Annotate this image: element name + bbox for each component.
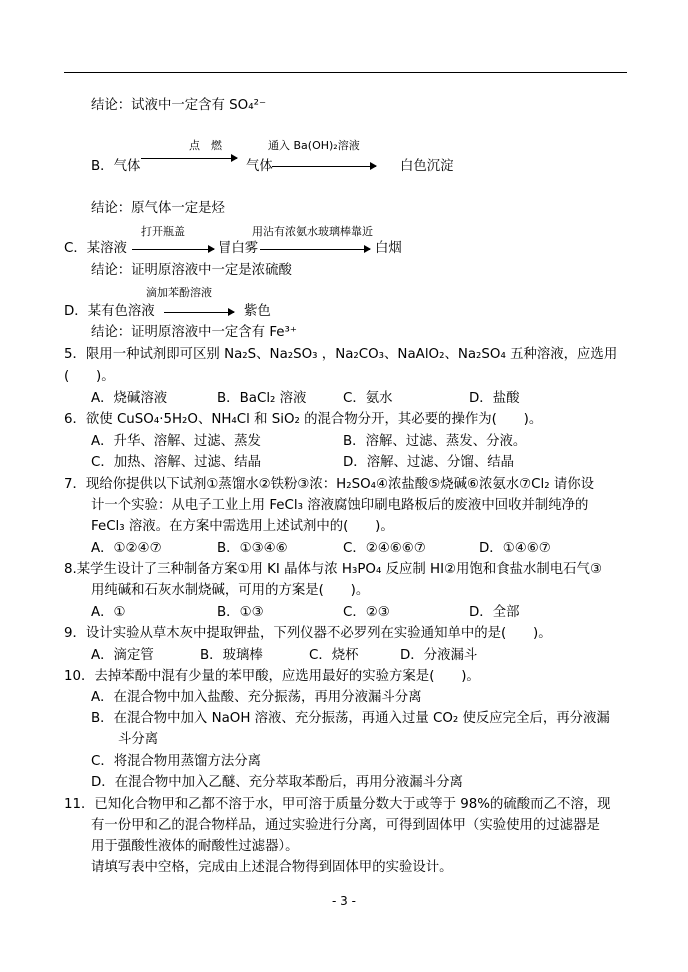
question-5: 5．限用一种试剂即可区别 Na₂S、Na₂SO₃ ，Na₂CO₃、NaAlO₂、Na₂SO₄ 五种溶液，应选用: [64, 347, 618, 362]
option: A．①②④⑦: [91, 541, 162, 556]
option: D．在混合物中加入乙醚、充分萃取苯酚后，再用分液漏斗分离: [91, 775, 463, 790]
option: A．在混合物中加入盐酸、充分振荡，再用分液漏斗分离: [91, 690, 422, 705]
option: A．升华、溶解、过滤、蒸发: [91, 434, 261, 449]
option: A．滴定管: [91, 648, 154, 663]
reaction-arrow: [132, 249, 214, 250]
question-8-cont: 用纯碱和石灰水制烧碱，可用的方案是( )。: [91, 583, 370, 598]
option: C．将混合物用蒸馏方法分离: [91, 754, 262, 769]
conclusion-c: 结论：证明原溶液中一定是浓硫酸: [91, 263, 292, 278]
question-5-blank: ( )。: [64, 369, 115, 384]
question-7-cont: FeCl₃ 溶液。在方案中需选用上述试剂中的( )。: [91, 519, 394, 534]
option: B．在混合物中加入 NaOH 溶液、充分振荡，再通入过量 CO₂ 使反应完全后，再分液漏: [91, 711, 610, 726]
option: B．①③: [217, 605, 264, 620]
option: C．氨水: [343, 391, 393, 406]
question-11: 11．已知化合物甲和乙都不溶于水，甲可溶于质量分数大于或等于 98%的硫酸而乙不溶，现: [64, 797, 611, 812]
option: C．②④⑥⑥⑦: [343, 541, 426, 556]
option-b-end: 白色沉淀: [400, 159, 454, 174]
reaction-arrow: [164, 312, 234, 313]
option: A．①: [91, 605, 126, 620]
question-11-cont: 用于强酸性液体的耐酸性过滤器）。: [91, 839, 299, 854]
conclusion-b: 结论：原气体一定是烃: [91, 201, 225, 216]
page-number: - 3 -: [332, 894, 356, 908]
option: D．溶解、过滤、分馏、结晶: [343, 455, 514, 470]
option: D．盐酸: [469, 391, 520, 406]
question-11-cont: 有一份甲和乙的混合物样品，通过实验进行分离，可得到固体甲（实验使用的过滤器是: [91, 818, 600, 833]
option: D．全部: [469, 605, 520, 620]
question-7: 7．现给你提供以下试剂①蒸馏水②铁粉③浓：H₂SO₄④浓盐酸⑤烧碱⑥浓氨水⑦Cl₂ 请你设: [64, 477, 595, 492]
option: D．分液漏斗: [400, 648, 478, 663]
arrow-label-ignite: 点 燃: [189, 139, 222, 152]
option-c-end: 白烟: [375, 241, 402, 256]
option: C．②③: [343, 605, 390, 620]
option-b: B．气体: [91, 159, 141, 174]
option: B．溶解、过滤、蒸发、分液。: [343, 434, 527, 449]
question-9: 9．设计实验从草木灰中提取钾盐，下列仪器不必罗列在实验通知单中的是( )。: [64, 626, 552, 641]
question-8: 8.某学生设计了三种制备方案①用 KI 晶体与浓 H₃PO₄ 反应制 HI②用饱和食盐水制电石气③: [64, 562, 602, 577]
option: B．BaCl₂ 溶液: [217, 391, 307, 406]
question-11-cont: 请填写表中空格，完成由上述混合物得到固体甲的实验设计。: [91, 860, 453, 875]
option: C．加热、溶解、过滤、结晶: [91, 455, 262, 470]
reaction-arrow: [260, 249, 370, 250]
option-c: C．某溶液: [64, 241, 127, 256]
conclusion-a: 结论：试液中一定含有 SO₄²⁻: [91, 98, 267, 113]
arrow-label-ammonia: 用沾有浓氨水玻璃棒靠近: [252, 225, 373, 238]
option: D．①④⑥⑦: [479, 541, 551, 556]
option-cont: 斗分离: [118, 732, 159, 747]
reaction-arrow: [141, 158, 237, 159]
question-7-cont: 计一个实验：从电子工业上用 FeCl₃ 溶液腐蚀印刷电路板后的废液中回收并制纯净的: [91, 498, 589, 513]
option-d-end: 紫色: [244, 304, 271, 319]
arrow-label-baoh2: 通入 Ba(OH)₂溶液: [268, 139, 360, 152]
reaction-arrow: [272, 166, 376, 167]
option: C．烧杯: [309, 648, 359, 663]
option: B．①③④⑥: [217, 541, 288, 556]
option-b-mid: 气体: [246, 159, 273, 174]
option-c-mid: 冒白雾: [218, 241, 259, 256]
option-d: D．某有色溶液: [64, 304, 155, 319]
arrow-label-phenol: 滴加苯酚溶液: [146, 286, 212, 299]
option: A．烧碱溶液: [91, 391, 168, 406]
option: B．玻璃棒: [200, 648, 263, 663]
question-10: 10．去掉苯酚中混有少量的苯甲酸，应选用最好的实验方案是( )。: [64, 669, 480, 684]
question-6: 6．欲使 CuSO₄·5H₂O、NH₄Cl 和 SiO₂ 的混合物分开，其必要的操作为( )。: [64, 412, 543, 427]
conclusion-d: 结论：证明原溶液中一定含有 Fe³⁺: [91, 325, 297, 340]
arrow-label-open: 打开瓶盖: [141, 225, 185, 238]
header-rule: [64, 72, 627, 73]
